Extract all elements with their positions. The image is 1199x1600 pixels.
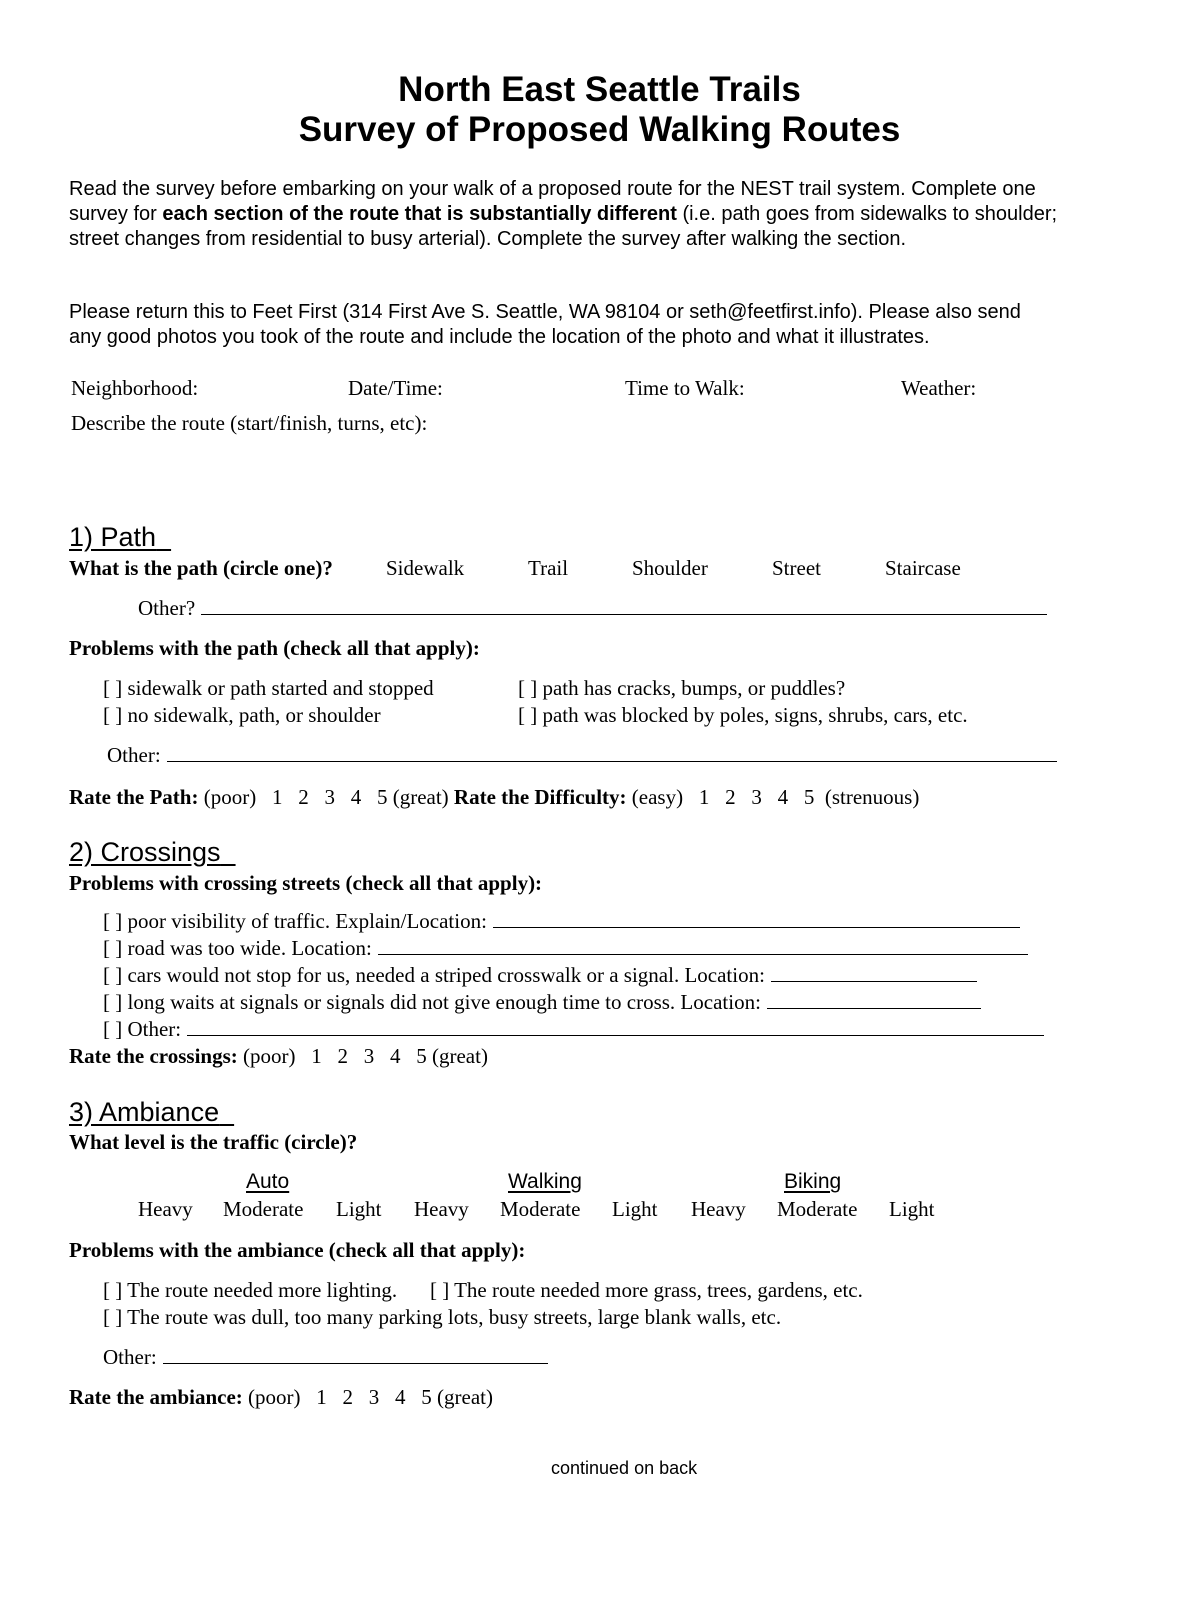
crossing-problem-checkbox[interactable]: [ ] road was too wide. Location: <box>103 936 1028 961</box>
continued-note: continued on back <box>551 1458 698 1478</box>
path-problem-checkbox[interactable]: [ ] path was blocked by poles, signs, shrubs, cars, etc. <box>518 703 968 727</box>
crossing-location-line[interactable] <box>378 936 1028 955</box>
rate-difficulty-1[interactable]: 1 <box>698 785 710 809</box>
auto-moderate[interactable]: Moderate <box>223 1197 304 1221</box>
path-other-field[interactable]: Other? <box>138 596 1047 621</box>
ambiance-other-line[interactable] <box>163 1345 548 1364</box>
crossings-problems-heading: Problems with crossing streets (check all that apply): <box>69 871 543 895</box>
section-heading-crossings: 2) Crossings <box>69 837 221 867</box>
date-time-field[interactable]: Date/Time: <box>348 376 443 400</box>
crossing-other-line[interactable] <box>187 1017 1044 1036</box>
section-heading-path: 1) Path <box>69 522 157 552</box>
biking-heavy[interactable]: Heavy <box>691 1197 746 1221</box>
walking-heavy[interactable]: Heavy <box>414 1197 469 1221</box>
traffic-question: What level is the traffic (circle)? <box>69 1130 358 1154</box>
rate-ambiance-label: Rate the ambiance: <box>69 1385 243 1409</box>
return-paragraph <box>69 300 1021 350</box>
rate-path-label: Rate the Path: <box>69 785 199 809</box>
path-option-shoulder[interactable]: Shoulder <box>632 556 708 580</box>
crossing-problem-checkbox[interactable]: [ ] poor visibility of traffic. Explain/Location: <box>103 909 1020 934</box>
ambiance-problem-checkbox[interactable]: [ ] The route needed more grass, trees, gardens, etc. <box>430 1278 863 1302</box>
ambiance-problem-checkbox[interactable]: [ ] The route needed more lighting. <box>103 1278 398 1302</box>
walking-light[interactable]: Light <box>612 1197 658 1221</box>
rate-crossings-3[interactable]: 3 <box>363 1044 375 1068</box>
rate-crossings-1[interactable]: 1 <box>311 1044 322 1068</box>
traffic-mode-auto: Auto <box>246 1170 290 1193</box>
crossing-location-line[interactable] <box>767 990 981 1009</box>
path-problems-heading: Problems with the path (check all that apply): <box>69 636 480 660</box>
rate-ambiance-2[interactable]: 2 <box>342 1385 354 1409</box>
path-option-staircase[interactable]: Staircase <box>885 556 961 580</box>
ambiance-rating-row: Rate the ambiance: (poor) 1 2 3 4 5 (great) <box>69 1385 493 1409</box>
rate-crossings-5[interactable]: 5 <box>416 1044 427 1068</box>
rate-path-2[interactable]: 2 <box>298 785 309 809</box>
rate-difficulty-4[interactable]: 4 <box>777 785 789 809</box>
rate-difficulty-2[interactable]: 2 <box>725 785 736 809</box>
path-problem-checkbox[interactable]: [ ] path has cracks, bumps, or puddles? <box>518 676 846 700</box>
rate-path-1[interactable]: 1 <box>271 785 283 809</box>
rate-ambiance-1[interactable]: 1 <box>316 1385 327 1409</box>
describe-route-field[interactable]: Describe the route (start/finish, turns, etc): <box>71 411 428 435</box>
rate-crossings-label: Rate the crossings: <box>69 1044 238 1068</box>
intro-line: Read the survey before embarking on your walk of a proposed route for the NEST trail system. Complete one <box>69 178 1036 200</box>
crossing-location-line[interactable] <box>771 963 977 982</box>
crossings-rating-row: Rate the crossings: (poor) 1 2 3 4 5 (great) <box>69 1044 488 1068</box>
intro-line: street changes from residential to busy arterial). Complete the survey after walking the section. <box>69 228 907 250</box>
time-to-walk-field[interactable]: Time to Walk: <box>625 376 745 400</box>
page-subtitle: Survey of Proposed Walking Routes <box>298 110 901 149</box>
intro-paragraph <box>69 177 1057 252</box>
path-option-street[interactable]: Street <box>772 556 821 580</box>
rate-difficulty-label: Rate the Difficulty: <box>453 785 627 809</box>
return-line: Please return this to Feet First (314 First Ave S. Seattle, WA 98104 or seth@feetfirst.info). Please also send <box>69 301 1021 323</box>
intro-emphasis: each section of the route that is substantially different <box>162 203 677 225</box>
biking-moderate[interactable]: Moderate <box>777 1197 858 1221</box>
traffic-mode-biking: Biking <box>784 1170 842 1193</box>
weather-field[interactable]: Weather: <box>901 376 977 400</box>
path-problem-checkbox[interactable]: [ ] sidewalk or path started and stopped <box>103 676 434 700</box>
rate-difficulty-3[interactable]: 3 <box>751 785 762 809</box>
rate-ambiance-3[interactable]: 3 <box>368 1385 380 1409</box>
rate-ambiance-4[interactable]: 4 <box>395 1385 406 1409</box>
rate-path-3[interactable]: 3 <box>324 785 335 809</box>
rate-path-5[interactable]: 5 <box>376 785 388 809</box>
path-problem-checkbox[interactable]: [ ] no sidewalk, path, or shoulder <box>103 703 381 727</box>
ambiance-problem-checkbox[interactable]: [ ] The route was dull, too many parking lots, busy streets, large blank walls, etc. <box>103 1305 782 1329</box>
ambiance-problems-heading: Problems with the ambiance (check all that apply): <box>69 1238 526 1262</box>
section-heading-ambiance: 3) Ambiance <box>69 1097 220 1127</box>
path-question: What is the path (circle one)? <box>69 556 333 580</box>
crossing-problem-checkbox[interactable]: [ ] long waits at signals or signals did not give enough time to cross. Location: <box>103 990 981 1015</box>
path-other-line[interactable] <box>201 596 1047 615</box>
crossing-problem-checkbox[interactable]: [ ] cars would not stop for us, needed a striped crosswalk or a signal. Location: <box>103 963 977 988</box>
traffic-mode-walking: Walking <box>508 1170 582 1193</box>
rate-path-4[interactable]: 4 <box>350 785 362 809</box>
return-line: any good photos you took of the route and include the location of the photo and what it illustrates. <box>69 326 930 348</box>
path-other2-line[interactable] <box>167 743 1057 762</box>
rate-crossings-2[interactable]: 2 <box>337 1044 348 1068</box>
auto-light[interactable]: Light <box>336 1197 382 1221</box>
rate-crossings-4[interactable]: 4 <box>390 1044 401 1068</box>
path-option-sidewalk[interactable]: Sidewalk <box>386 556 465 580</box>
path-rating-row: Rate the Path: (poor) 1 2 3 4 5 (great) Rate the Difficulty: (easy) 1 2 3 4 5 (strenuous) <box>69 785 920 809</box>
auto-heavy[interactable]: Heavy <box>138 1197 193 1221</box>
rate-difficulty-5[interactable]: 5 <box>803 785 815 809</box>
path-other2-field[interactable]: Other: <box>107 743 1057 768</box>
path-option-trail[interactable]: Trail <box>528 556 569 580</box>
rate-ambiance-5[interactable]: 5 <box>421 1385 432 1409</box>
ambiance-other-field[interactable]: Other: <box>103 1345 548 1370</box>
intro-line: survey for each section of the route that is substantially different (i.e. path goes from sidewalks to shoulder; <box>69 203 1058 225</box>
walking-moderate[interactable]: Moderate <box>500 1197 581 1221</box>
crossing-problem-checkbox[interactable]: [ ] Other: <box>103 1017 1044 1042</box>
page-title: North East Seattle Trails <box>398 70 801 109</box>
biking-light[interactable]: Light <box>889 1197 935 1221</box>
neighborhood-field[interactable]: Neighborhood: <box>71 376 199 400</box>
crossing-location-line[interactable] <box>493 909 1020 928</box>
